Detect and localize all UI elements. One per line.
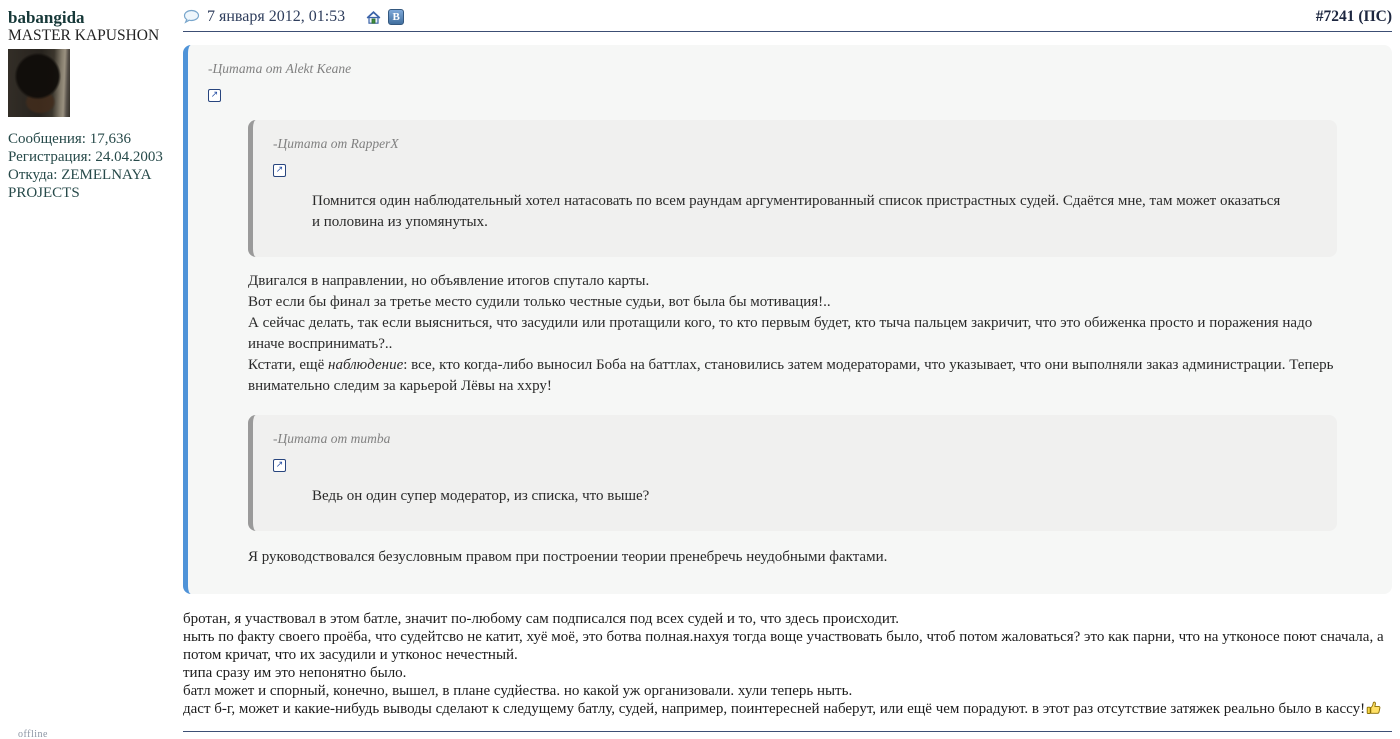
quote-text: Помнится один наблюдательный хотел натасовать по всем раундам аргументированный список пристрастных судей. Сдаётся мне, там может оказаться и половина из упомянутых. [312,193,1281,230]
reply-line-italic: наблюдение [328,357,404,373]
quote-reply-text [248,271,1340,397]
quote-header: -Цитата от Alekt Keane [208,61,352,76]
post-content-column [183,0,1392,732]
jump-to-post-icon[interactable]: ↗ [273,164,286,177]
user-title: MASTER KAPUSHON [8,27,160,44]
vk-icon[interactable]: В [388,9,404,25]
message-line: ныть по факту своего проёба, что судейтсво не катит, хуё моё, это ботва полная.нахуя тогда воще участвовать было, чтоб потом жаловаться? это как парни, что на утконосе поют сначала, а потом кричат, что их засудили и утконос нечестный. [183,629,1384,663]
post-date: 7 января 2012, 01:53 [207,8,346,25]
quote-block-mumba [248,415,1337,531]
quote-text: Ведь он один супер модератор, из списка, что выше? [312,488,650,504]
reply-line: Двигался в направлении, но объявление итогов спутало карты. [248,273,650,289]
reply-line [248,355,1340,397]
reply-line: А сейчас делать, так если выясниться, что засудили или протащили кого, то кто первым будет, кто тыча пальцем закричит, что это обиженка просто и поражения надо иначе воспринимать?.. [248,315,1313,352]
jump-to-post-icon[interactable]: ↗ [273,459,286,472]
quote-block-rapperx [248,120,1337,257]
quote-block-alekt-keane [183,45,1392,594]
quote-header: -Цитата от mumba [273,431,391,446]
user-stats [8,130,180,202]
jump-to-post-icon[interactable]: ↗ [208,89,221,102]
quote-closing-line: Я руководствовался безусловным правом при построении теории пренебречь неудобными фактами. [248,549,888,565]
message-line: типа сразу им это непонятно было. [183,665,407,681]
status-offline-badge: offline [18,729,48,739]
message-line-text: даст б-г, может и какие-нибудь выводы сделают к следущему батлу, судей, например, поинтересней наберут, или ещё чем порадуют. в этот раз отсутствие затяжек реально было в кассу! [183,701,1366,717]
home-icon[interactable] [366,10,381,25]
user-avatar[interactable] [8,49,70,117]
reply-line-part: : все, кто когда-либо выносил Боба на баттлах, становились затем модераторами, что указывает, что они выполняли заказ администрации. Теперь внимательно следим за карьерой Лёвы на ххру! [248,357,1334,394]
user-stat-location: Откуда: ZEMELNAYA PROJECTS [8,167,151,201]
thumbs-up-emoticon [1366,700,1382,716]
user-stat-registered: Регистрация: 24.04.2003 [8,149,163,165]
post-number-link[interactable]: #7241 (ПС) [1315,8,1392,25]
post-footer-divider [183,731,1392,732]
message-line: бротан, я участвовал в этом батле, значит по-любому сам подписался под всех судей и то, что здесь происходит. [183,611,900,627]
reply-line-part: Кстати, ещё [248,357,328,373]
reply-line: Вот если бы финал за третье место судили только честные судьи, вот была бы мотивация!.. [248,294,831,310]
username-link[interactable]: babangida [8,8,85,27]
user-stat-posts: Сообщения: 17,636 [8,131,131,147]
post-message [183,610,1392,718]
quote-header: -Цитата от RapperX [273,136,399,151]
message-line [183,700,1392,718]
comment-bubble-icon [183,9,200,25]
post-header-bar [183,8,1392,32]
message-line: батл может и спорный, конечно, вышел, в плане судйества. но какой уж организовали. хули теперь ныть. [183,683,853,699]
user-info-panel [8,8,180,202]
